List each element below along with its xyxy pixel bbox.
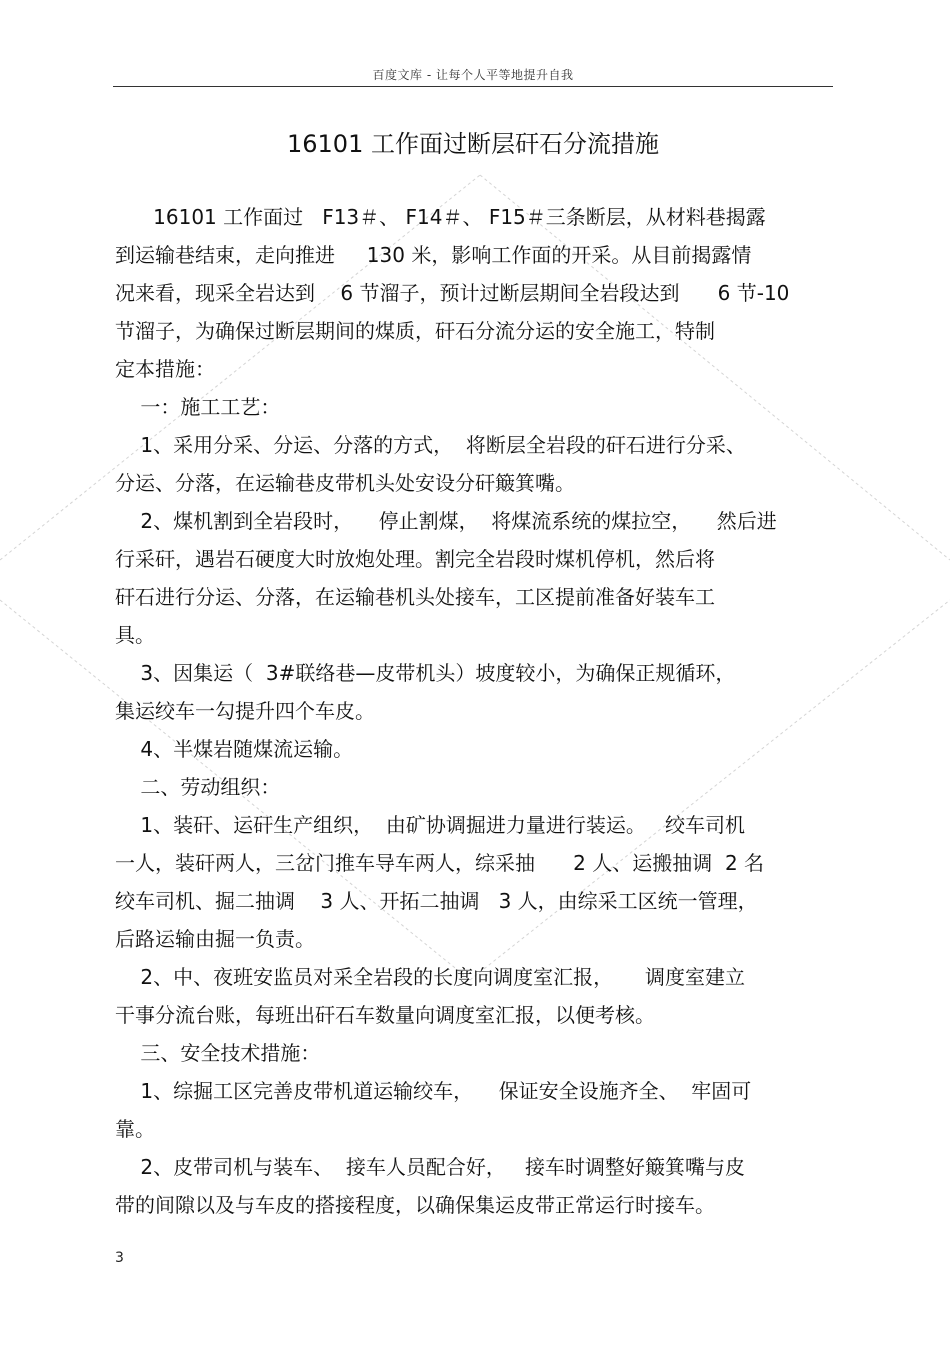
- text-line: 一人，装矸两人，三岔门推车导车两人，综采抽 2 人、运搬抽调 2 名: [115, 851, 765, 875]
- section-heading: 三、安全技术措施：: [115, 1041, 321, 1065]
- text-line: 矸石进行分运、分落，在运输巷机头处接车，工区提前准备好装车工: [115, 585, 715, 609]
- text-line: 分运、分落，在运输巷皮带机头处安设分矸簸箕嘴。: [115, 471, 575, 495]
- text-line: 1、综掘工区完善皮带机道运输绞车， 保证安全设施齐全、 牢固可: [115, 1079, 752, 1103]
- text-line: 集运绞车一勾提升四个车皮。: [115, 699, 375, 723]
- document-title: 16101 工作面过断层矸石分流措施: [287, 130, 659, 158]
- text-line: 1、装矸、运矸生产组织， 由矿协调掘进力量进行装运。 绞车司机: [115, 813, 745, 837]
- text-line: 行采矸，遇岩石硬度大时放炮处理。割完全岩段时煤机停机，然后将: [115, 547, 715, 571]
- text-line: 干事分流台账，每班出矸石车数量向调度室汇报，以便考核。: [115, 1003, 655, 1027]
- header-divider: [113, 86, 833, 87]
- text-line: 具。: [115, 623, 155, 647]
- text-line: 2、煤机割到全岩段时， 停止割煤， 将煤流系统的煤拉空， 然后进: [115, 509, 777, 533]
- text-line: 靠。: [115, 1117, 155, 1141]
- text-line: 16101 工作面过 F13＃、 F14＃、 F15＃三条断层，从材料巷揭露: [115, 205, 766, 229]
- document-body: [115, 198, 833, 1224]
- text-line: 1、采用分采、分运、分落的方式， 将断层全岩段的矸石进行分采、: [115, 433, 746, 457]
- page-header: 百度文库 - 让每个人平等地提升自我: [372, 68, 574, 82]
- text-line: 到运输巷结束，走向推进 130 米，影响工作面的开采。从目前揭露情: [115, 243, 752, 267]
- text-line: 绞车司机、掘二抽调 3 人、开拓二抽调 3 人，由综采工区统一管理，: [115, 889, 758, 913]
- text-line: 4、半煤岩随煤流运输。: [115, 737, 354, 761]
- section-heading: 二、劳动组织：: [115, 775, 281, 799]
- text-line: 2、皮带司机与装车、 接车人员配合好， 接车时调整好簸箕嘴与皮: [115, 1155, 745, 1179]
- page-number: 3: [115, 1250, 124, 1266]
- text-line: 带的间隙以及与车皮的搭接程度，以确保集运皮带正常运行时接车。: [115, 1193, 715, 1217]
- section-heading: 一：施工工艺：: [115, 395, 281, 419]
- text-line: 况来看，现采全岩达到 6 节溜子，预计过断层期间全岩段达到 6 节-10: [115, 281, 790, 305]
- text-line: 节溜子，为确保过断层期间的煤质，矸石分流分运的安全施工，特制: [115, 319, 715, 343]
- text-line: 定本措施：: [115, 357, 215, 381]
- text-line: 后路运输由掘一负责。: [115, 927, 315, 951]
- text-line: 2、中、夜班安监员对采全岩段的长度向调度室汇报， 调度室建立: [115, 965, 745, 989]
- text-line: 3、因集运（ 3#联络巷—皮带机头）坡度较小，为确保正规循环，: [115, 661, 736, 685]
